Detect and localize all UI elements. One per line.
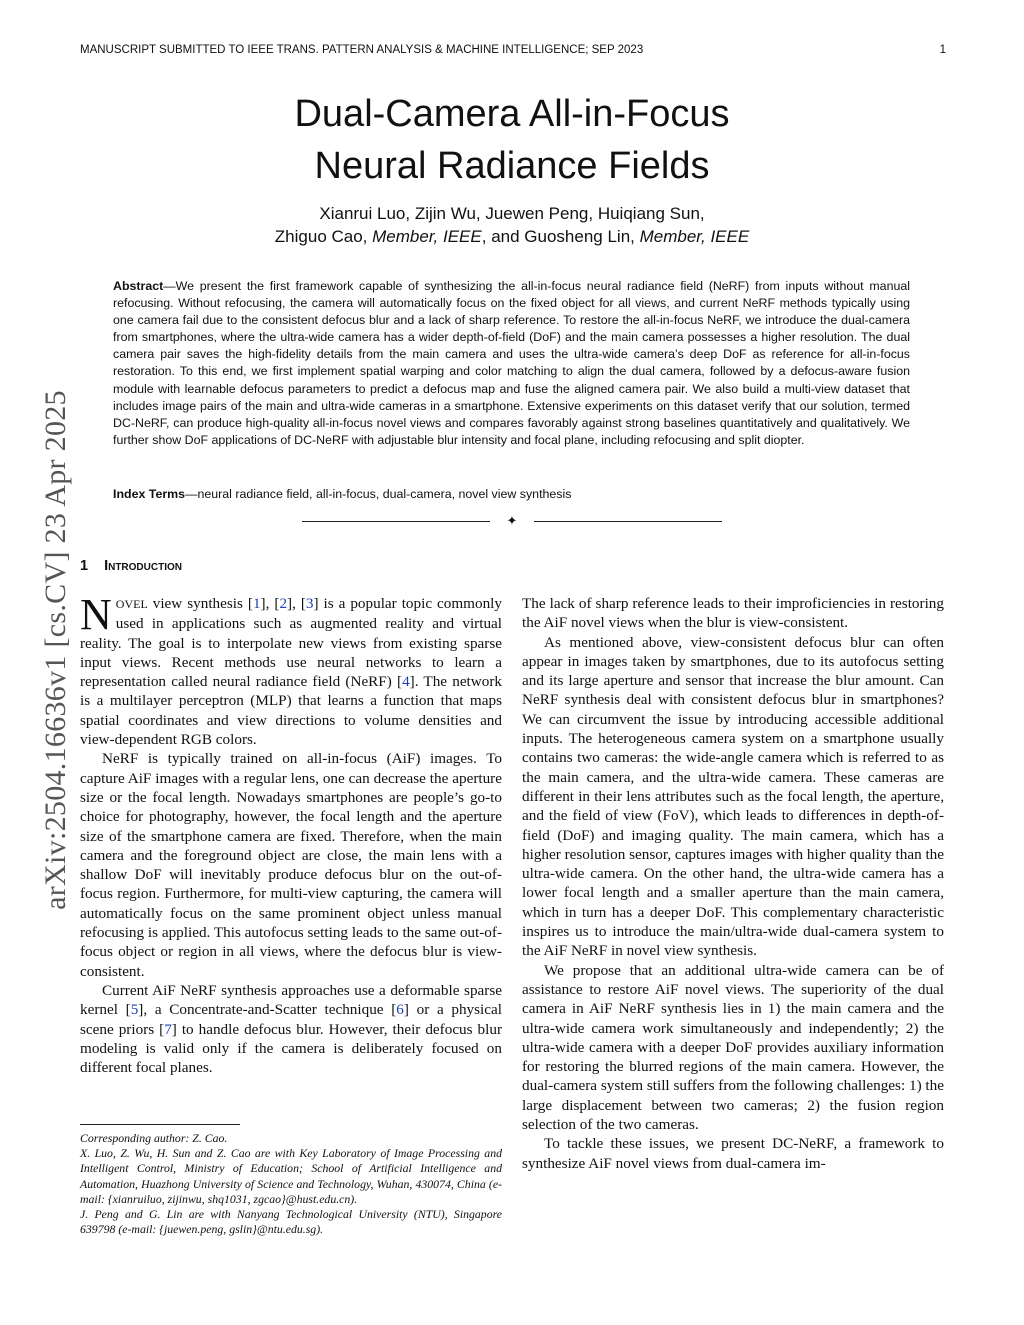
member-ieee-2: Member, IEEE	[639, 227, 750, 246]
title-line-1: Dual-Camera All-in-Focus	[294, 93, 730, 135]
footnote-rule	[80, 1124, 240, 1125]
text-run: ] or a physical scene priors [	[80, 1001, 502, 1038]
title-line-2: Neural Radiance Fields	[314, 145, 710, 187]
running-header	[80, 44, 946, 56]
arxiv-stamp: arXiv:2504.16636v1 [cs.CV] 23 Apr 2025	[39, 390, 72, 910]
text-run: ] to handle defocus blur. However, their defocus blur modeling is valid only if the camera is deliberately focused on different focal planes.	[80, 1020, 503, 1077]
divider-rule-right	[534, 521, 722, 522]
abstract-text: —We present the first framework capable of synthesizing the all-in-focus neural radiance field (NeRF) from inputs without manual refocusing. Without refocusing, the camera will automatically focus on the fixed object for all views, and current NeRF methods typically using one camera fail due to the consistent defocus blur and a lack of sharp reference. To restore the all-in-focus NeRF, we introduce the dual-camera from smartphones, where the ultra-wide camera has a wider depth-of-field (DoF) and the main camera possesses a higher resolution. The dual camera pair saves the high-fidelity details from the main camera and uses the ultra-wide camera’s deep DoF as reference for all-in-focus restoration. To this end, we first implement spatial warping and color matching to align the dual camera, followed by a defocus-aware fusion module with learnable defocus parameters to predict a defocus map and fuse the aligned camera pair. We also build a multi-view dataset that includes image pairs of the main and ultra-wide cameras in a smartphone. Extensive experiments on this dataset verify that our solution, termed DC-NeRF, can produce high-quality all-in-focus novel views and compares favorably against strong baselines quantitatively and qualitatively. We further show DoF applications of DC-NeRF with adjustable blur intensity and focal plane, including refocusing and split diopter.	[113, 279, 910, 447]
left-column	[80, 590, 503, 1077]
paragraph-1	[80, 590, 502, 749]
paragraph-7: To tackle these issues, we present DC-NeRF, a framework to synthesize AiF novel views from dual-camera im-	[522, 1135, 944, 1172]
affiliation-1: X. Luo, Z. Wu, H. Sun and Z. Cao are with Key Laboratory of Image Processing and Intelligent Control, Ministry of Education; School of Artificial Intelligence and Automation, Huazhong University of Science and Technology, Wuhan, 430074, China (e-mail: {xianruiluo, zijinwu, shq1031, zgcao}@hust.edu.cn).	[80, 1146, 502, 1206]
section-divider	[302, 513, 722, 529]
author-list	[112, 202, 912, 248]
section-number: 1	[80, 558, 89, 574]
citation-link[interactable]: 1	[252, 595, 261, 612]
paragraph-3	[80, 981, 502, 1077]
page-number: 1	[939, 44, 946, 56]
citation-link[interactable]: 4	[402, 673, 410, 691]
paper-title	[112, 88, 912, 192]
paragraph-5: As mentioned above, view-consistent defocus blur can often appear in images taken by smartphones, due to its autofocus setting and its large aperture and sensor that increase the blur amount. Can NeRF synthesis deal with consistent defocus blur in smartphones? We can circumvent the issue by introducing accessible additional inputs. The heterogeneous camera system on a smartphone usually contains two cameras: the wide-angle camera which is referred to as the main camera, and the ultra-wide camera. These cameras are different in their lens attributes such as the focal length, the aperture, and the field of view (FoV), which leads to differences in depth-of-field (DoF) and imaging quality. The main camera, which has a higher resolution sensor, captures images with higher quality than the ultra-wide camera. On the other hand, the ultra-wide camera has a lower focal length and a smaller aperture than the main camera, which in turn has a deeper DoF. This complementary characteristic inspires us to introduce the main/ultra-wide dual-camera system to the AiF NeRF in novel view synthesis.	[522, 633, 945, 960]
corresponding-author: Corresponding author: Z. Cao.	[80, 1131, 228, 1145]
citation-link[interactable]: 6	[396, 1001, 404, 1019]
section-heading	[80, 558, 182, 574]
abstract	[113, 278, 910, 449]
text-run: ], [	[287, 595, 306, 612]
text-run: ], a Concentrate-and-Scatter technique [	[138, 1001, 397, 1019]
citation-link[interactable]: 3	[305, 595, 314, 612]
member-ieee-1: Member, IEEE	[372, 227, 482, 246]
text-run: Current AiF NeRF synthesis approaches use a deformable sparse kernel [	[80, 981, 502, 1019]
index-terms	[113, 487, 910, 501]
dropcap: N	[80, 590, 112, 639]
authors-line-2a: Zhiguo Cao,	[274, 227, 373, 246]
text-run: view synthesis [	[147, 595, 253, 612]
citation-link[interactable]: 5	[130, 1001, 139, 1019]
journal-line: MANUSCRIPT SUBMITTED TO IEEE TRANS. PATTERN ANALYSIS & MACHINE INTELLIGENCE; SEP 2023	[80, 44, 644, 56]
affiliation-2: J. Peng and G. Lin are with Nanyang Technological University (NTU), Singapore 639798 (e-mail: {juewen.peng, gslin}@ntu.edu.sg).	[80, 1207, 502, 1237]
section-title: Introduction	[104, 558, 182, 574]
text-run: ]. The network is a multilayer perceptron (MLP) that learns a function that maps spatial coordinates and view directions to volume densities and view-dependent RGB colors.	[80, 673, 502, 749]
index-terms-label: Index Terms	[113, 487, 186, 501]
citation-link[interactable]: 7	[164, 1020, 172, 1038]
smallcaps-word: OVEL	[115, 597, 148, 611]
text-run: ], [	[260, 595, 280, 612]
paragraph-2: NeRF is typically trained on all-in-focus (AiF) images. To capture AiF images with a regular lens, one can decrease the aperture size or the focal length. Nowadays smartphones are people’s go-to choice for photography, however, the focal length and the aperture size of the smartphone camera are fixed. Therefore, when the main camera and the foreground object are close, the main lens with a shallow DoF will inevitably produce defocus blur on the out-of-focus region. Furthermore, for multi-view capturing, the camera will automatically focus on the same prominent object unless manual refocusing is applied. This autofocus setting leads to the same out-of-focus object or region in all views, where the defocus blur is view-consistent.	[80, 750, 502, 980]
divider-diamond-icon: ✦	[506, 513, 518, 528]
authors-line-2b: , and Guosheng Lin,	[481, 227, 640, 246]
abstract-label: Abstract	[113, 279, 164, 293]
footnote-block	[80, 1124, 502, 1237]
divider-rule-left	[302, 521, 490, 522]
right-column	[522, 594, 944, 1173]
citation-link[interactable]: 2	[279, 595, 288, 612]
index-terms-text: —neural radiance field, all-in-focus, dual-camera, novel view synthesis	[185, 487, 572, 501]
paragraph-4: The lack of sharp reference leads to their improficiencies in restoring the AiF novel views when the blur is view-consistent.	[522, 595, 944, 632]
authors-line-1: Xianrui Luo, Zijin Wu, Juewen Peng, Huiqiang Sun,	[319, 204, 705, 223]
text-run: ] is a popular topic commonly used in applications such as augmented reality and virtual reality. The goal is to interpolate new views from existing sparse input views. Recent methods use neural networks to learn a representation called neural radiance field (NeRF) [	[80, 595, 502, 691]
paragraph-6: We propose that an additional ultra-wide camera can be of assistance to restore AiF novel views. The superiority of the dual camera in AiF NeRF synthesis lies in 1) the main camera and the ultra-wide camera work simultaneously and independently; 2) the ultra-wide camera with a deeper DoF provides auxiliary information for restoring the blurred regions of the main camera. However, the dual-camera system still suffers from the following challenges: 1) the large displacement between two cameras; 2) the fusion region selection of the two cameras.	[522, 961, 944, 1134]
